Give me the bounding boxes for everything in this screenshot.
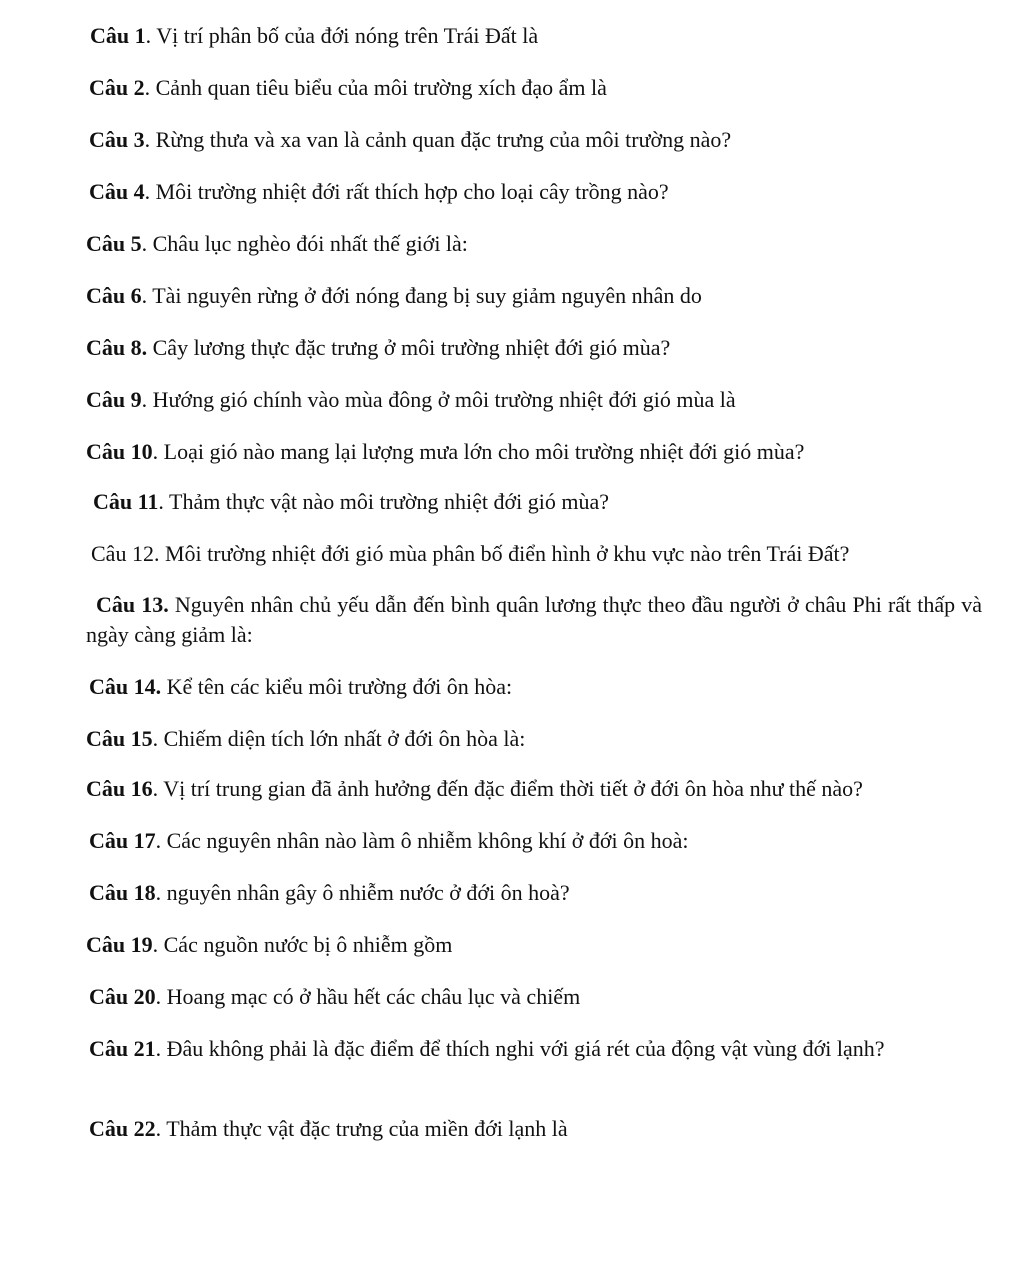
question-text: . Các nguyên nhân nào làm ô nhiễm không khí ở đới ôn hoà: — [155, 828, 689, 853]
question-17 — [89, 826, 688, 856]
question-text: . Châu lục nghèo đói nhất thế giới là: — [141, 231, 468, 256]
question-2 — [89, 73, 607, 103]
question-4 — [89, 177, 669, 207]
question-text: Nguyên nhân chủ yếu dẫn đến bình quân lương thực theo đầu người ở châu Phi rất thấp và ngày càng giảm là: — [86, 592, 982, 647]
question-21 — [89, 1034, 979, 1064]
question-text: . Thảm thực vật nào môi trường nhiệt đới gió mùa? — [158, 489, 609, 514]
question-label: Câu 21 — [89, 1036, 156, 1061]
question-18 — [89, 878, 570, 908]
question-label: Câu 4 — [89, 179, 145, 204]
question-text: . Cảnh quan tiêu biểu của môi trường xích đạo ẩm là — [144, 75, 607, 100]
question-label: Câu 1 — [90, 23, 146, 48]
question-label: Câu 5 — [86, 231, 142, 256]
question-5 — [86, 229, 468, 259]
question-14 — [89, 672, 512, 702]
question-16 — [86, 774, 863, 804]
question-text: . Vị trí trung gian đã ảnh hưởng đến đặc điểm thời tiết ở đới ôn hòa như thế nào? — [152, 776, 863, 801]
question-8 — [86, 333, 670, 363]
question-label: Câu 2 — [89, 75, 145, 100]
question-text: . Đâu không phải là đặc điểm để thích nghi với giá rét của động vật vùng đới lạnh? — [155, 1036, 885, 1061]
question-text: . Loại gió nào mang lại lượng mưa lớn cho môi trường nhiệt đới gió mùa? — [152, 439, 805, 464]
question-12 — [91, 539, 849, 569]
question-label: Câu 13. — [96, 592, 169, 617]
question-15 — [86, 724, 525, 754]
question-label: Câu 16 — [86, 776, 153, 801]
question-text: . Chiếm diện tích lớn nhất ở đới ôn hòa là: — [152, 726, 526, 751]
question-text: . Các nguồn nước bị ô nhiễm gồm — [152, 932, 453, 957]
question-9 — [86, 385, 736, 415]
question-text: . Tài nguyên rừng ở đới nóng đang bị suy giảm nguyên nhân do — [141, 283, 702, 308]
question-label: Câu 10 — [86, 439, 153, 464]
question-label: Câu 18 — [89, 880, 156, 905]
question-1 — [90, 21, 538, 51]
question-text: . nguyên nhân gây ô nhiễm nước ở đới ôn hoà? — [155, 880, 570, 905]
question-20 — [89, 982, 580, 1012]
question-11 — [93, 487, 609, 517]
question-text: . Rừng thưa và xa van là cảnh quan đặc trưng của môi trường nào? — [144, 127, 732, 152]
question-text: Kể tên các kiểu môi trường đới ôn hòa: — [161, 674, 513, 699]
question-label: Câu 14. — [89, 674, 162, 699]
question-label: Câu 6 — [86, 283, 142, 308]
question-label: Câu 3 — [89, 127, 145, 152]
question-text: . Hướng gió chính vào mùa đông ở môi trường nhiệt đới gió mùa là — [141, 387, 736, 412]
question-text: . Môi trường nhiệt đới gió mùa phân bố điển hình ở khu vực nào trên Trái Đất? — [153, 541, 850, 566]
question-10 — [86, 437, 804, 467]
question-13 — [86, 590, 982, 650]
question-label: Câu 15 — [86, 726, 153, 751]
question-label: Câu 19 — [86, 932, 153, 957]
question-22 — [89, 1114, 568, 1144]
question-6 — [86, 281, 702, 311]
question-text: . Môi trường nhiệt đới rất thích hợp cho loại cây trồng nào? — [144, 179, 669, 204]
question-text: . Vị trí phân bố của đới nóng trên Trái Đất là — [145, 23, 539, 48]
question-label: Câu 20 — [89, 984, 156, 1009]
question-label: Câu 12 — [91, 541, 154, 566]
question-label: Câu 22 — [89, 1116, 156, 1141]
question-label: Câu 11 — [93, 489, 159, 514]
question-label: Câu 8. — [86, 335, 148, 360]
question-text: . Hoang mạc có ở hầu hết các châu lục và chiếm — [155, 984, 581, 1009]
question-label: Câu 9 — [86, 387, 142, 412]
question-label: Câu 17 — [89, 828, 156, 853]
question-19 — [86, 930, 452, 960]
question-text: . Thảm thực vật đặc trưng của miền đới lạnh là — [155, 1116, 568, 1141]
question-3 — [89, 125, 731, 155]
question-text: Cây lương thực đặc trưng ở môi trường nhiệt đới gió mùa? — [147, 335, 671, 360]
